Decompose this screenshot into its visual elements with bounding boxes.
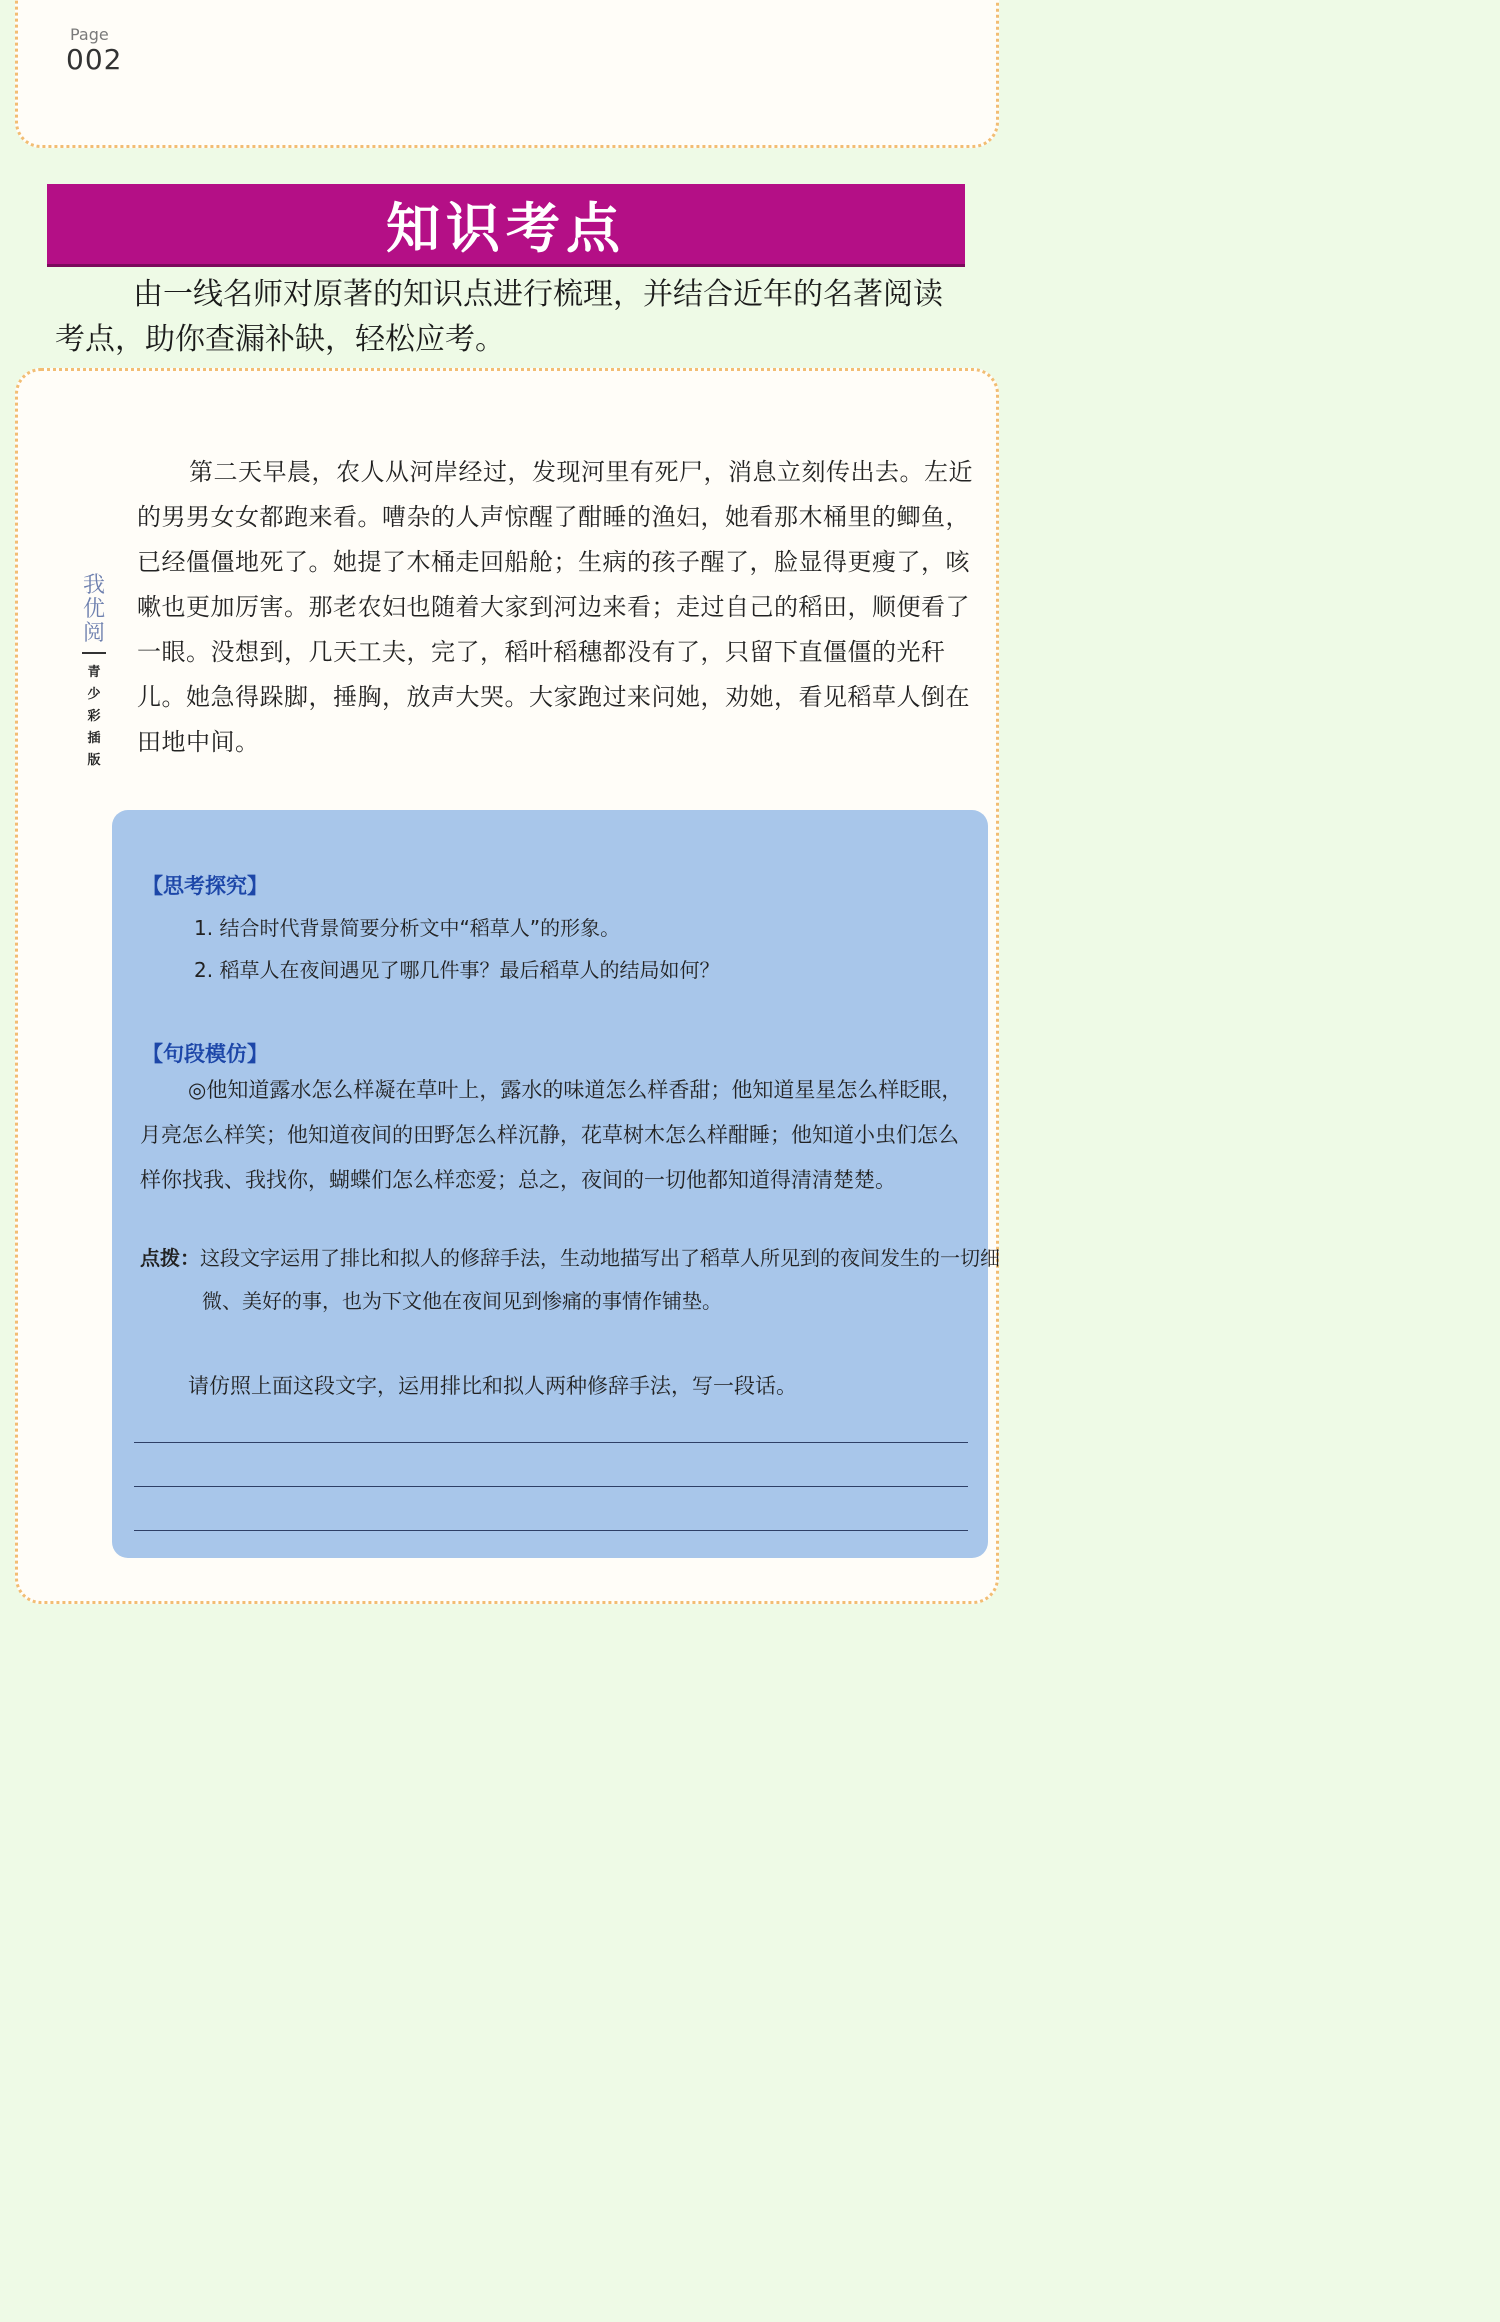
exercise-box <box>112 810 1000 1558</box>
page-number: 002 <box>66 43 123 76</box>
imitate-heading: 【句段模仿】 <box>142 1042 268 1066</box>
question-1: 1. 结合时代背景简要分析文中“稻草人”的形象。 <box>194 916 621 940</box>
page-label: Page <box>70 25 109 44</box>
think-heading: 【思考探究】 <box>142 874 268 898</box>
page-header-card <box>15 0 999 148</box>
writing-task: 请仿照上面这段文字，运用排比和拟人两种修辞手法，写一段话。 <box>188 1374 797 1398</box>
story-passage <box>137 450 977 765</box>
section-title: 知识考点 <box>386 196 626 260</box>
hint-label: 点拨： <box>140 1246 200 1270</box>
series-name: 我优阅 <box>83 573 106 646</box>
side-divider <box>82 652 106 654</box>
passage-text: 第二天早晨，农人从河岸经过，发现河里有死尸，消息立刻传出去。左近的男男女女都跑来看。嘈杂的人声惊醒了酣睡的渔妇，她看那木桶里的鲫鱼，已经僵僵地死了。她提了木桶走回船舱；生病的孩子醒了，脸显得更瘦了，咳嗽也更加厉害。那老农妇也随着大家到河边来看；走过自己的稻田，顺便看了一眼。没想到，几天工夫，完了，稻叶稻穗都没有了，只留下直僵僵的光秆儿。她急得跺脚，捶胸，放声大哭。大家跑过来问她，劝她，看见稻草人倒在田地中间。 <box>137 458 973 756</box>
answer-line[interactable] <box>134 1486 968 1487</box>
edition-name: 青少彩插版 <box>87 665 101 768</box>
intro-text: 由一线名师对原著的知识点进行梳理，并结合近年的名著阅读考点，助你查漏补缺，轻松应考。 <box>55 277 943 357</box>
side-series-label <box>74 574 114 772</box>
section-intro <box>55 272 965 362</box>
model-passage <box>140 1068 970 1203</box>
question-2: 2. 稻草人在夜间遇见了哪几件事？最后稻草人的结局如何？ <box>194 958 720 982</box>
section-banner <box>47 184 965 267</box>
hint-block <box>140 1237 1032 1323</box>
answer-line[interactable] <box>134 1530 968 1531</box>
model-text: ◎他知道露水怎么样凝在草叶上，露水的味道怎么样香甜；他知道星星怎么样眨眼，月亮怎么样笑；他知道夜间的田野怎么样沉静，花草树木怎么样酣睡；他知道小虫们怎么样你找我、我找你，蝴蝶们怎么样恋爱；总之，夜间的一切他都知道得清清楚楚。 <box>140 1078 963 1192</box>
answer-line[interactable] <box>134 1442 968 1443</box>
hint-text: 这段文字运用了排比和拟人的修辞手法，生动地描写出了稻草人所见到的夜间发生的一切细微、美好的事，也为下文他在夜间见到惨痛的事情作铺垫。 <box>200 1246 1000 1313</box>
